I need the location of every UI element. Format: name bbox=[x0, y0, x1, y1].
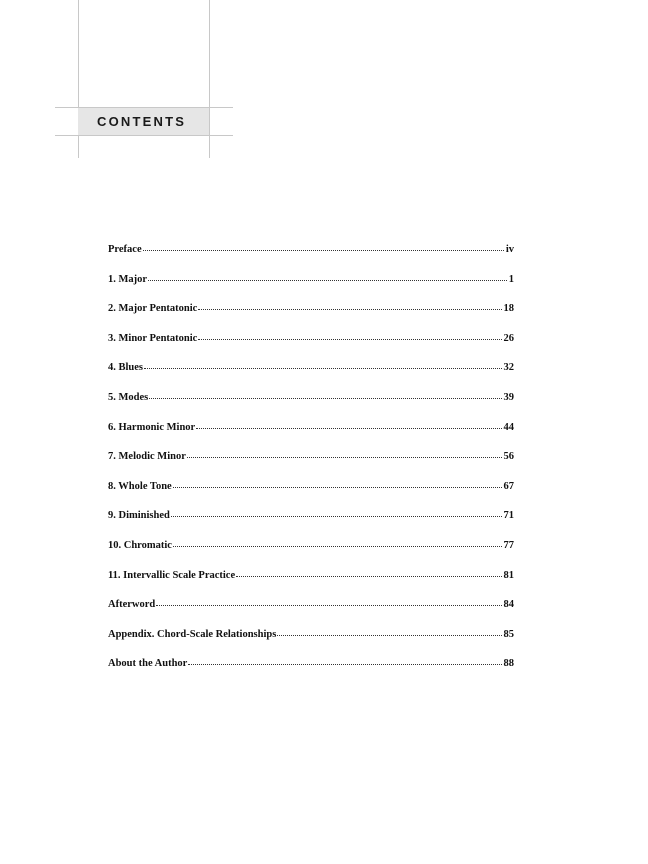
toc-entry-label: 3. Minor Pentatonic bbox=[108, 332, 198, 344]
toc-entry-label: Preface bbox=[108, 244, 142, 255]
dot-leader bbox=[198, 309, 501, 310]
toc-entry[interactable] bbox=[108, 481, 514, 511]
toc-entry-page-number: 44 bbox=[503, 421, 514, 433]
toc-entry[interactable] bbox=[108, 392, 514, 422]
toc-entry[interactable] bbox=[108, 362, 514, 392]
toc-entry[interactable] bbox=[108, 303, 514, 333]
dot-leader bbox=[144, 368, 501, 369]
dot-leader bbox=[277, 635, 501, 636]
dot-leader bbox=[143, 250, 504, 251]
toc-entry-page-number: 26 bbox=[503, 332, 514, 344]
toc-entry-page-number: 88 bbox=[503, 658, 514, 670]
toc-entry-label: Appendix. Chord-Scale Relationships bbox=[108, 628, 277, 640]
toc-entry[interactable] bbox=[108, 540, 514, 570]
dot-leader bbox=[173, 546, 502, 547]
toc-entry-page-number: 1 bbox=[508, 273, 514, 285]
toc-entry-label: 7. Melodic Minor bbox=[108, 451, 186, 463]
toc-entry-label: 8. Whole Tone bbox=[108, 480, 172, 492]
toc-entry[interactable] bbox=[108, 629, 514, 659]
toc-entry-label: 10. Chromatic bbox=[108, 539, 172, 551]
toc-entry-label: About the Author bbox=[108, 658, 188, 670]
toc-entry[interactable] bbox=[108, 422, 514, 452]
toc-entry-label: 2. Major Pentatonic bbox=[108, 303, 198, 315]
toc-entry-page-number: 81 bbox=[503, 569, 514, 581]
toc-entry[interactable] bbox=[108, 451, 514, 481]
toc-entry-page-number: 85 bbox=[503, 628, 514, 640]
toc-entry[interactable] bbox=[108, 599, 514, 629]
toc-entry[interactable] bbox=[108, 274, 514, 304]
toc-entry-page-number: 77 bbox=[503, 539, 514, 551]
toc-entry-label: 6. Harmonic Minor bbox=[108, 421, 196, 433]
dot-leader bbox=[149, 398, 501, 399]
toc-entry-label: 9. Diminished bbox=[108, 510, 170, 522]
toc-entry-label: 4. Blues bbox=[108, 362, 144, 374]
toc-entry-page-number: 84 bbox=[503, 599, 514, 611]
toc-entry[interactable] bbox=[108, 510, 514, 540]
dot-leader bbox=[196, 428, 501, 429]
toc-entry-label: 11. Intervallic Scale Practice bbox=[108, 569, 236, 581]
toc-entry-page-number: 67 bbox=[503, 480, 514, 492]
toc-entry-page-number: 56 bbox=[503, 451, 514, 463]
table-of-contents bbox=[108, 244, 514, 688]
dot-leader bbox=[188, 664, 501, 665]
toc-entry-page-number: 39 bbox=[503, 391, 514, 403]
toc-entry-label: 5. Modes bbox=[108, 391, 149, 403]
dot-leader bbox=[173, 487, 502, 488]
toc-entry-page-number: 71 bbox=[503, 510, 514, 522]
toc-entry-page-number: iv bbox=[505, 244, 514, 255]
toc-entry[interactable] bbox=[108, 244, 514, 274]
crop-rule-horizontal-bottom bbox=[55, 135, 233, 136]
dot-leader bbox=[198, 339, 501, 340]
dot-leader bbox=[171, 516, 502, 517]
toc-entry[interactable] bbox=[108, 570, 514, 600]
toc-entry[interactable] bbox=[108, 333, 514, 363]
toc-entry[interactable] bbox=[108, 658, 514, 688]
dot-leader bbox=[156, 605, 501, 606]
toc-entry-page-number: 18 bbox=[503, 303, 514, 315]
toc-entry-label: 1. Major bbox=[108, 273, 148, 285]
dot-leader bbox=[236, 576, 501, 577]
page-title: CONTENTS bbox=[97, 114, 187, 129]
dot-leader bbox=[148, 280, 507, 281]
toc-entry-page-number: 32 bbox=[503, 362, 514, 374]
dot-leader bbox=[187, 457, 502, 458]
toc-entry-label: Afterword bbox=[108, 599, 156, 611]
